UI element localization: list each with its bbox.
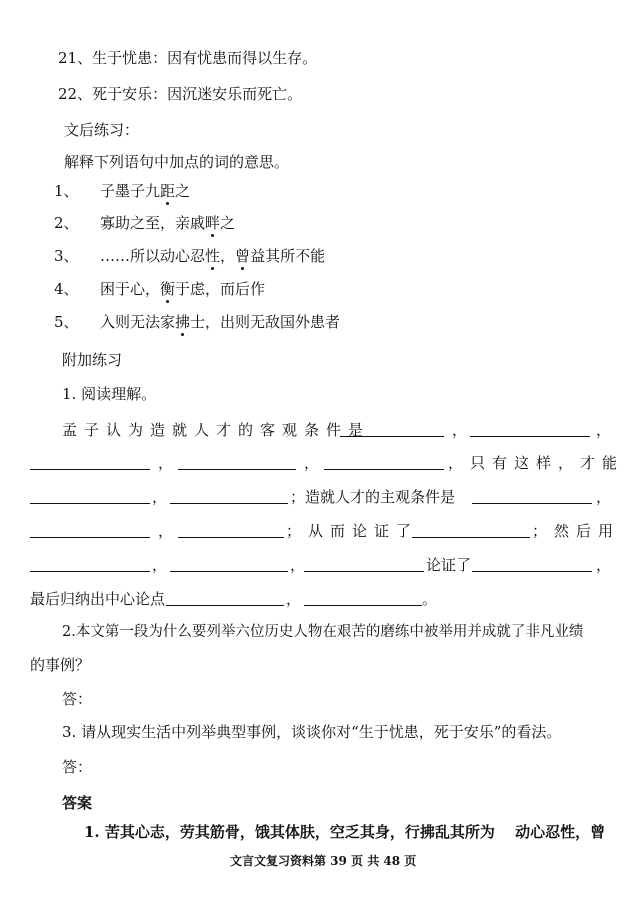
answers-title: 答案: [62, 794, 93, 812]
blank-10[interactable]: [178, 537, 284, 538]
q1-comma: ，: [596, 421, 612, 439]
note-21: 21、生于忧患：因有忧患而得以生存。: [58, 49, 318, 67]
item-4: 困于心，衡于虑，而后作: [100, 280, 266, 298]
item-num-2: 2、: [54, 214, 79, 232]
blank-6[interactable]: [30, 503, 150, 504]
blank-3[interactable]: [30, 469, 150, 470]
q1-title: 1. 阅读理解。: [62, 385, 157, 403]
note-22: 22、死于安乐：因沉迷安乐而死亡。: [58, 85, 303, 103]
blank-7[interactable]: [170, 503, 288, 504]
q2-answer-label: 答：: [62, 690, 93, 708]
q1-line4-mid: ；从而论证了: [286, 522, 419, 540]
extra-title: 附加练习: [62, 351, 123, 369]
q1-line4-tail: ；然后用: [532, 522, 621, 540]
q1-line2-tail: ，只有这样，才能: [448, 454, 625, 472]
item-1: 子墨子九距之: [100, 182, 191, 200]
item-num-5: 5、: [54, 313, 79, 331]
item-num-4: 4、: [54, 280, 79, 298]
blank-12[interactable]: [30, 571, 150, 572]
item-2: 寡助之至，亲戚畔之: [100, 214, 236, 232]
q1-comma: ，: [596, 556, 612, 574]
q1-line5-mid: 论证了: [426, 556, 472, 574]
q1-comma: ，: [158, 522, 174, 540]
q1-comma: ，: [152, 556, 168, 574]
q1-line1: 孟子认为造就人才的客观条件是: [62, 421, 371, 439]
q2-text: 2.本文第一段为什么要列举六位历史人物在艰苦的磨练中被举用并成就了非凡业绩: [62, 624, 584, 640]
q1-comma: ，: [304, 454, 320, 472]
q1-comma: ，: [152, 488, 168, 506]
q3-text: 3. 请从现实生活中列举典型事例，谈谈你对“生于忧患，死于安乐”的看法。: [62, 723, 562, 741]
exercise-title: 文后练习：: [64, 121, 140, 139]
blank-11[interactable]: [412, 537, 530, 538]
q1-line3-mid: ；造就人才的主观条件是: [290, 488, 456, 506]
exercise-prompt: 解释下列语句中加点的词的意思。: [64, 153, 290, 171]
item-num-1: 1、: [54, 182, 79, 200]
q1-comma: ，: [452, 421, 468, 439]
q2-text-cont: 的事例？: [30, 656, 91, 674]
blank-15[interactable]: [472, 571, 592, 572]
q1-line6: 最后归纳出中心论点: [30, 590, 166, 608]
q1-comma: ，: [286, 590, 302, 608]
blank-16[interactable]: [166, 605, 284, 606]
q1-comma: ，: [158, 454, 174, 472]
answer-1: 1. 苦其心志，劳其筋骨，饿其体肤，空乏其身，行拂乱其所为 动心忍性，曾: [84, 823, 606, 841]
blank-14[interactable]: [304, 571, 424, 572]
q1-comma: ，: [290, 556, 306, 574]
item-3: ……所以动心忍性，曾益其所不能: [100, 247, 326, 265]
page-footer: 文言文复习资料第 39 页 共 48 页: [230, 854, 417, 868]
q1-period: 。: [422, 590, 438, 608]
blank-4[interactable]: [178, 469, 296, 470]
blank-17[interactable]: [304, 605, 422, 606]
blank-2[interactable]: [470, 436, 590, 437]
blank-13[interactable]: [170, 571, 288, 572]
blank-8[interactable]: [472, 503, 592, 504]
item-5: 入则无法家拂士，出则无敌国外患者: [100, 313, 341, 331]
blank-9[interactable]: [30, 537, 150, 538]
q3-answer-label: 答：: [62, 758, 93, 776]
blank-1[interactable]: [340, 436, 444, 437]
blank-5[interactable]: [324, 469, 444, 470]
item-num-3: 3、: [54, 247, 79, 265]
q1-comma: ，: [596, 488, 612, 506]
